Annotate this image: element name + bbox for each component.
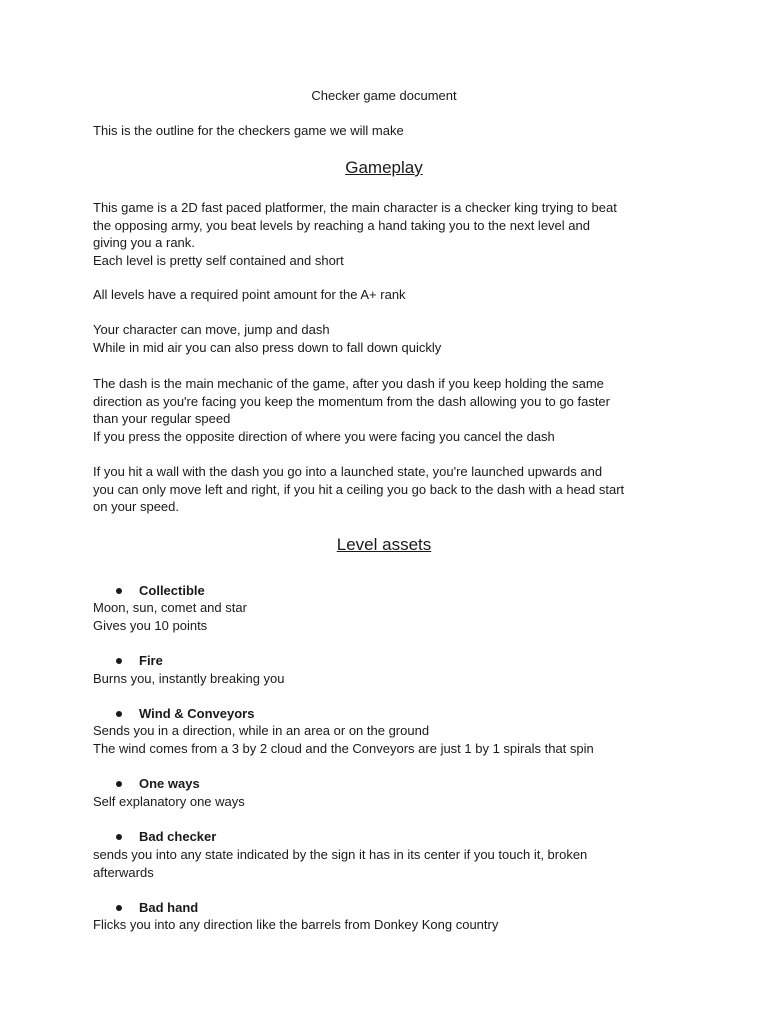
bullet-icon — [116, 705, 139, 722]
text-line: the opposing army, you beat levels by reaching a hand taking you to the next level and — [93, 217, 590, 233]
gameplay-paragraph-5 — [93, 463, 683, 516]
asset-bullet-bad-hand — [116, 899, 198, 916]
asset-name: Fire — [139, 653, 163, 668]
text-line: If you press the opposite direction of where you were facing you cancel the dash — [93, 428, 555, 444]
asset-description-bad-checker — [93, 846, 683, 881]
text-line: Each level is pretty self contained and short — [93, 252, 344, 268]
text-line: than your regular speed — [93, 411, 231, 427]
asset-name: Bad hand — [139, 900, 199, 915]
asset-bullet-bad-checker — [116, 828, 216, 845]
gameplay-paragraph-2 — [93, 286, 683, 304]
asset-bullet-one-ways — [116, 775, 200, 792]
bullet-icon — [116, 582, 139, 599]
gameplay-paragraph-1 — [93, 199, 683, 269]
asset-description-one-ways — [93, 793, 683, 811]
intro-line: This is the outline for the checkers game we will make — [93, 123, 404, 138]
text-line: sends you into any state indicated by the sign it has in its center if you touch it, broken — [93, 847, 588, 862]
bullet-icon — [116, 775, 139, 792]
asset-description-bad-hand — [93, 916, 683, 934]
asset-name: Wind & Conveyors — [139, 706, 255, 721]
document-title: Checker game document — [311, 88, 457, 103]
asset-name: One ways — [139, 776, 200, 791]
asset-bullet-collectible — [116, 582, 205, 599]
text-line: Sends you in a direction, while in an area or on the ground — [93, 723, 430, 738]
text-line: Your character can move, jump and dash — [93, 322, 330, 337]
bullet-icon — [116, 828, 139, 845]
bullet-icon — [116, 899, 139, 916]
text-line: This game is a 2D fast paced platformer, the main character is a checker king trying to beat — [93, 200, 617, 215]
gameplay-heading: Gameplay — [345, 158, 423, 177]
text-line: you can only move left and right, if you hit a ceiling you go back to the dash with a head start — [93, 481, 625, 497]
asset-description-collectible — [93, 599, 683, 634]
text-line: If you hit a wall with the dash you go into a launched state, you're launched upwards and — [93, 464, 603, 479]
asset-name: Collectible — [139, 583, 205, 598]
asset-bullet-fire — [116, 652, 163, 669]
gameplay-paragraph-3 — [93, 321, 683, 356]
gameplay-paragraph-4 — [93, 375, 683, 445]
text-line: Self explanatory one ways — [93, 794, 245, 809]
text-line: afterwards — [93, 864, 154, 880]
bullet-icon — [116, 652, 139, 669]
asset-description-wind-conveyors — [93, 722, 683, 757]
text-line: giving you a rank. — [93, 235, 195, 251]
text-line: While in mid air you can also press down to fall down quickly — [93, 339, 442, 355]
asset-bullet-wind-conveyors — [116, 705, 254, 722]
text-line: The dash is the main mechanic of the game, after you dash if you keep holding the same — [93, 376, 604, 391]
level-assets-heading: Level assets — [336, 535, 432, 554]
text-line: All levels have a required point amount for the A+ rank — [93, 287, 406, 302]
text-line: Gives you 10 points — [93, 617, 208, 633]
intro-text — [93, 122, 683, 140]
asset-name: Bad checker — [139, 829, 217, 844]
asset-description-fire — [93, 670, 683, 688]
text-line: The wind comes from a 3 by 2 cloud and the Conveyors are just 1 by 1 spirals that spin — [93, 740, 594, 756]
text-line: Burns you, instantly breaking you — [93, 671, 285, 686]
text-line: on your speed. — [93, 499, 180, 515]
text-line: Moon, sun, comet and star — [93, 600, 247, 615]
text-line: direction as you're facing you keep the momentum from the dash allowing you to go faster — [93, 393, 610, 409]
text-line: Flicks you into any direction like the barrels from Donkey Kong country — [93, 917, 499, 932]
